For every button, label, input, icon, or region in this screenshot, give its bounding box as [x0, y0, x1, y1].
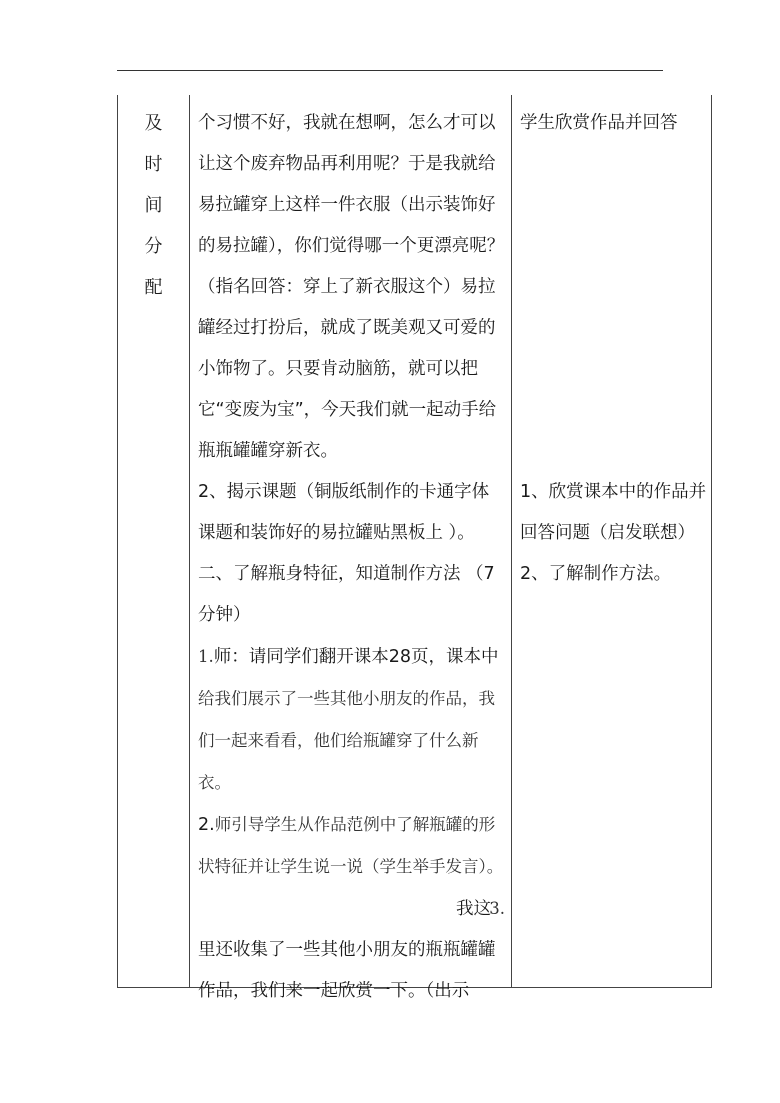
label-char: 分	[144, 236, 163, 257]
step-1-text-b: 给我们展示了一些其他小朋友的作品，我们一起来看看，他们给瓶罐穿了什么新衣。	[198, 689, 495, 792]
table-row	[118, 95, 712, 988]
student-note-1: 学生欣赏作品并回答	[520, 113, 678, 133]
paragraph-step-2	[198, 804, 505, 888]
spacer	[520, 144, 707, 472]
step-1-text-a: 师：请同学们翻开课本28页，课本中	[213, 647, 499, 667]
paragraph-topic: 2、揭示课题（铜版纸制作的卡通字体课题和装饰好的易拉罐贴黑板上 ）。	[198, 482, 490, 543]
paragraph-step-1	[198, 636, 505, 804]
section-label	[118, 95, 189, 308]
step-number: 2.	[198, 815, 215, 835]
lesson-plan-table	[117, 95, 712, 1001]
step-number: 3.	[489, 899, 505, 918]
paragraph-section-heading	[198, 554, 505, 636]
label-char: 及	[144, 113, 163, 134]
label-char: 配	[144, 277, 163, 298]
paragraph-intro: 个习惯不好，我就在想啊，怎么才可以让这个废弃物品再利用呢？于是我就给易拉罐穿上这样一件衣服（出示装饰好的易拉罐），你们觉得哪一个更漂亮呢？（指名回答：穿上了新衣服这个）易拉罐经过打扮后，就成了既美观又可爱的小饰物了。只要肯动脑筋，就可以把它“变废为宝”，今天我们就一起动手给瓶瓶罐罐穿新衣。	[198, 113, 505, 461]
label-char: 间	[144, 195, 163, 216]
student-note-3: 2、了解制作方法。	[520, 564, 672, 584]
step-number: 1.	[198, 647, 214, 666]
student-activity-text	[512, 95, 711, 595]
student-activity-cell	[512, 95, 712, 988]
label-char: 时	[144, 154, 163, 175]
paragraph-step-3-text: 我这里还收集了一些其他小朋友的瓶瓶罐罐作品，我们来一起欣赏一下。（出示	[198, 899, 496, 1001]
section-heading-text: 二、了解瓶身特征，知道制作方法 （7分钟）	[198, 564, 495, 625]
teacher-activity-text	[190, 95, 511, 1001]
section-label-cell	[118, 95, 190, 988]
student-note-2: 1、欣赏课本中的作品并回答问题（启发联想）	[520, 482, 707, 543]
teacher-activity-cell	[190, 95, 512, 1001]
header-rule	[117, 70, 663, 71]
step-2-text: 师引导学生从作品范例中了解瓶罐的形状特征并让学生说一说（学生举手发言）。	[198, 815, 504, 876]
